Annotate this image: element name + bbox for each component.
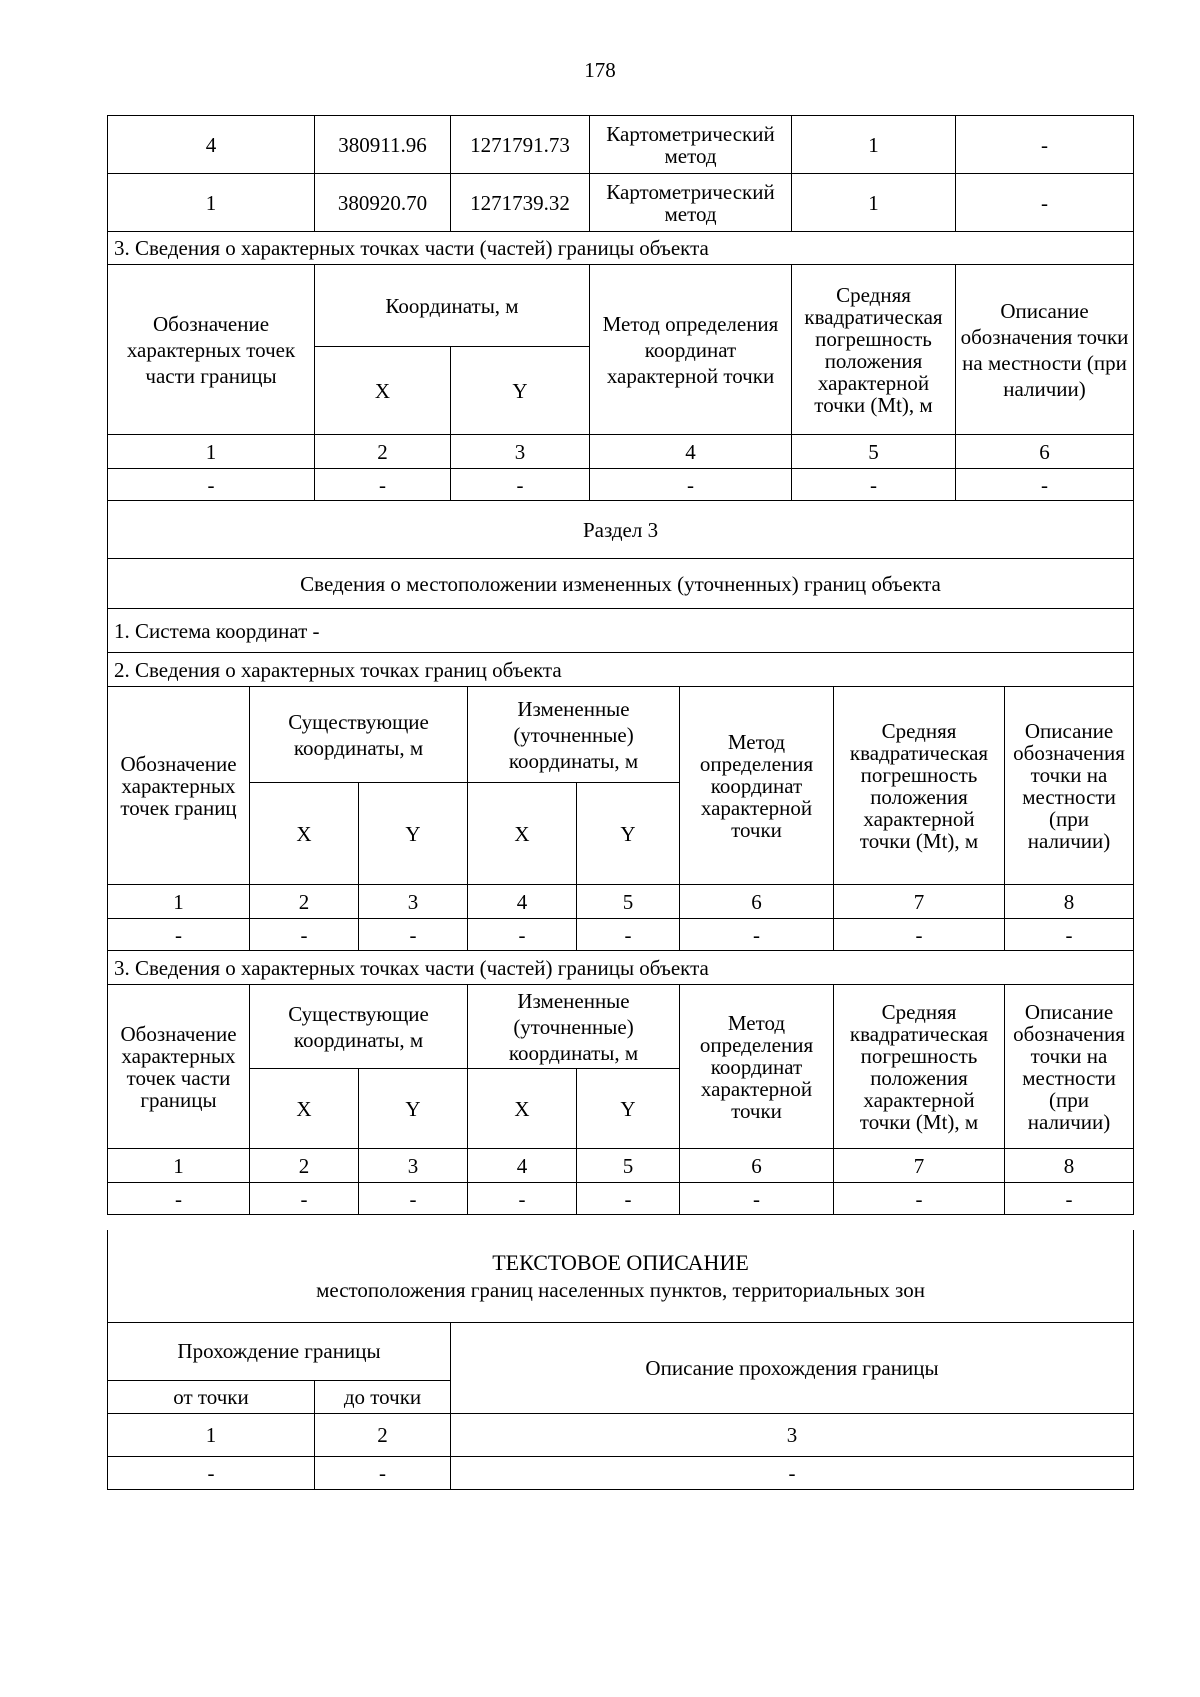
cell-desc: - <box>956 174 1134 232</box>
col-header-x: X <box>315 347 451 435</box>
empty-cell: - <box>577 1183 680 1215</box>
empty-cell: - <box>680 1183 834 1215</box>
col-number: 6 <box>680 885 834 919</box>
col-header-x: X <box>250 1069 359 1149</box>
cell-point: 4 <box>108 116 315 174</box>
col-header-changed: Измененные (уточненные) координаты, м <box>468 985 680 1069</box>
col-number: 5 <box>792 435 956 469</box>
empty-cell: - <box>359 919 468 951</box>
cell-point: 1 <box>108 174 315 232</box>
col-number: 3 <box>359 885 468 919</box>
table-row <box>108 1183 1134 1215</box>
empty-cell: - <box>315 1456 451 1489</box>
col-header-method: Метод определения координат характерной точки <box>680 687 834 885</box>
col-header-y: Y <box>577 1069 680 1149</box>
text-description-table <box>107 1230 1134 1490</box>
col-header-desc: Описание обозначения точки на местности (при наличии) <box>1005 687 1134 885</box>
col-number: 4 <box>468 1149 577 1183</box>
boundary-points-table-continued <box>107 115 1134 501</box>
empty-cell: - <box>451 469 590 501</box>
empty-cell: - <box>1005 1183 1134 1215</box>
table-row <box>108 1456 1134 1489</box>
col-number: 3 <box>359 1149 468 1183</box>
col-number: 5 <box>577 885 680 919</box>
col-header-error: Средняя квадратическая погрешность положения характерной точки (Mt), м <box>792 265 956 435</box>
col-header-desc: Описание обозначения точки на местности (при наличии) <box>1005 985 1134 1149</box>
col-header-y: Y <box>577 783 680 885</box>
cell-y: 1271791.73 <box>451 116 590 174</box>
col-header-desc: Описание обозначения точки на местности (при наличии) <box>956 265 1134 435</box>
empty-cell: - <box>108 919 250 951</box>
col-number: 1 <box>108 1149 250 1183</box>
col-number: 8 <box>1005 1149 1134 1183</box>
col-header-point: Обозначение характерных точек части границы <box>108 265 315 435</box>
section-subtitle: Сведения о местоположении измененных (уточненных) границ объекта <box>108 559 1134 609</box>
col-header-method: Метод определения координат характерной точки <box>680 985 834 1149</box>
column-numbers-row <box>108 435 1134 469</box>
col-number: 4 <box>468 885 577 919</box>
col-header-error: Средняя квадратическая погрешность положения характерной точки (Mt), м <box>834 985 1005 1149</box>
part2-heading: 2. Сведения о характерных точках границ объекта <box>108 653 1134 687</box>
column-numbers-row <box>108 885 1134 919</box>
col-number: 1 <box>108 1413 315 1456</box>
section-title: Раздел 3 <box>108 501 1134 559</box>
col-number: 3 <box>451 1413 1134 1456</box>
empty-cell: - <box>792 469 956 501</box>
col-number: 6 <box>680 1149 834 1183</box>
col-number: 7 <box>834 1149 1005 1183</box>
col-header-x: X <box>468 783 577 885</box>
column-numbers-row <box>108 1149 1134 1183</box>
cell-error: 1 <box>792 116 956 174</box>
col-number: 2 <box>315 1413 451 1456</box>
empty-cell: - <box>250 1183 359 1215</box>
empty-cell: - <box>834 1183 1005 1215</box>
col-number: 7 <box>834 885 1005 919</box>
table-row <box>108 919 1134 951</box>
col-number: 8 <box>1005 885 1134 919</box>
cell-y: 1271739.32 <box>451 174 590 232</box>
cell-x: 380920.70 <box>315 174 451 232</box>
empty-cell: - <box>359 1183 468 1215</box>
col-number: 4 <box>590 435 792 469</box>
cell-error: 1 <box>792 174 956 232</box>
empty-cell: - <box>468 919 577 951</box>
col-header-point: Обозначение характерных точек границ <box>108 687 250 885</box>
cell-x: 380911.96 <box>315 116 451 174</box>
col-number: 3 <box>451 435 590 469</box>
coord-system: 1. Система координат - <box>108 609 1134 653</box>
col-header-point: Обозначение характерных точек части границы <box>108 985 250 1149</box>
col-header-to: до точки <box>315 1380 451 1413</box>
col-header-y: Y <box>451 347 590 435</box>
empty-cell: - <box>956 469 1134 501</box>
col-header-x: X <box>468 1069 577 1149</box>
empty-cell: - <box>250 919 359 951</box>
empty-cell: - <box>315 469 451 501</box>
empty-cell: - <box>108 1183 250 1215</box>
empty-cell: - <box>451 1456 1134 1489</box>
cell-method: Картометрический метод <box>590 116 792 174</box>
col-header-existing: Существующие координаты, м <box>250 985 468 1069</box>
cell-desc: - <box>956 116 1134 174</box>
col-number: 2 <box>250 1149 359 1183</box>
empty-cell: - <box>468 1183 577 1215</box>
col-header-y: Y <box>359 1069 468 1149</box>
empty-cell: - <box>1005 919 1134 951</box>
col-header-method: Метод определения координат характерной точки <box>590 265 792 435</box>
empty-cell: - <box>108 469 315 501</box>
table-row <box>108 174 1134 232</box>
cell-method: Картометрический метод <box>590 174 792 232</box>
col-number: 5 <box>577 1149 680 1183</box>
col-header-existing: Существующие координаты, м <box>250 687 468 783</box>
col-header-passage: Прохождение границы <box>108 1322 451 1380</box>
section3-table <box>107 500 1134 1215</box>
col-header-error: Средняя квадратическая погрешность положения характерной точки (Mt), м <box>834 687 1005 885</box>
text-desc-subtitle: местоположения границ населенных пунктов, территориальных зон <box>316 1277 925 1302</box>
empty-cell: - <box>590 469 792 501</box>
empty-cell: - <box>577 919 680 951</box>
col-number: 1 <box>108 435 315 469</box>
text-desc-title: ТЕКСТОВОЕ ОПИСАНИЕ <box>492 1249 749 1275</box>
empty-cell: - <box>108 1456 315 1489</box>
part3-heading: 3. Сведения о характерных точках части (частей) границы объекта <box>108 232 1134 265</box>
col-number: 6 <box>956 435 1134 469</box>
col-header-changed: Измененные (уточненные) координаты, м <box>468 687 680 783</box>
page-number: 178 <box>584 58 616 82</box>
col-number: 1 <box>108 885 250 919</box>
empty-cell: - <box>834 919 1005 951</box>
text-desc-header <box>108 1230 1134 1322</box>
col-header-x: X <box>250 783 359 885</box>
col-header-from: от точки <box>108 1380 315 1413</box>
column-numbers-row <box>108 1413 1134 1456</box>
empty-cell: - <box>680 919 834 951</box>
part3-heading: 3. Сведения о характерных точках части (частей) границы объекта <box>108 951 1134 985</box>
col-number: 2 <box>250 885 359 919</box>
table-row <box>108 469 1134 501</box>
table-row <box>108 116 1134 174</box>
col-number: 2 <box>315 435 451 469</box>
col-header-description: Описание прохождения границы <box>451 1322 1134 1413</box>
col-header-y: Y <box>359 783 468 885</box>
col-header-coords: Координаты, м <box>315 265 590 347</box>
